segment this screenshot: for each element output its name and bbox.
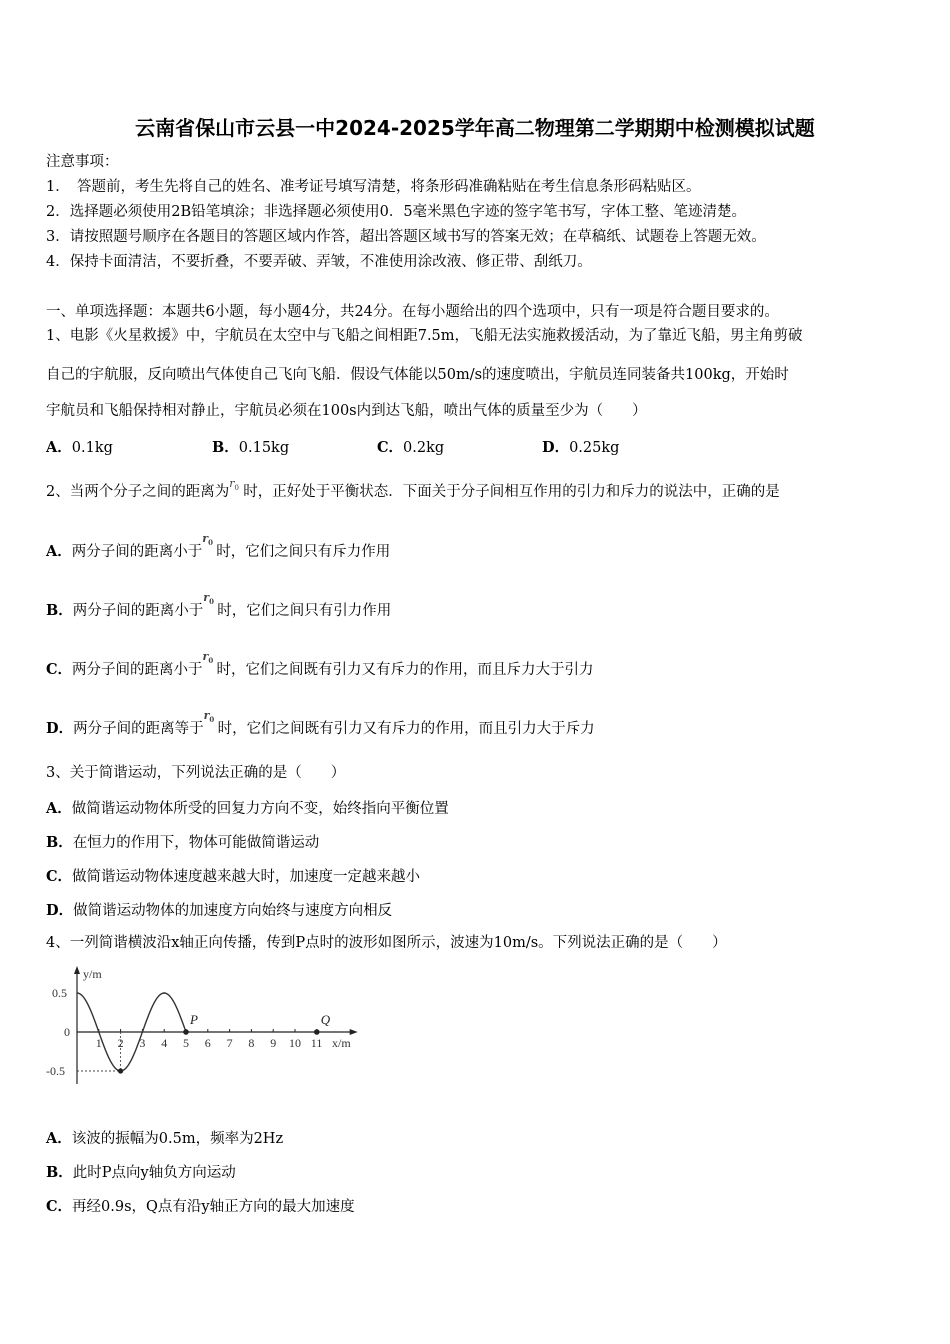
q2-option-c[interactable]: C．两分子间的距离小于$r_0$时，它们之间既有引力又有斥力的作用，而且斥力大于引力	[46, 650, 594, 678]
notice-item-2: 2．选择题必须使用2B铅笔填涂；非选择题必须使用0．5毫米黑色字迹的签字笔书写，字体工整、笔迹清楚。	[46, 204, 747, 220]
section-heading: 一、单项选择题：本题共6小题，每小题4分，共24分。在每小题给出的四个选项中，只有一项是符合题目要求的。	[46, 304, 779, 320]
q3-stem: 3、关于简谐运动，下列说法正确的是（ ）	[46, 765, 346, 781]
notice-heading: 注意事项：	[46, 154, 119, 170]
point-p	[183, 1029, 189, 1035]
x-tick-label: 3	[139, 1036, 146, 1050]
y-tick-label: 0.5	[52, 986, 67, 1000]
q2-option-a[interactable]: A．两分子间的距离小于$r_0$时，它们之间只有斥力作用	[46, 532, 391, 560]
r0-symbol: $r_0$	[203, 709, 215, 725]
x-tick-label: 6	[204, 1036, 211, 1050]
q3-option-a[interactable]: A．做简谐运动物体所受的回复力方向不变，始终指向平衡位置	[46, 800, 449, 817]
wave-chart	[40, 962, 380, 1087]
y-axis-label: y/m	[83, 967, 102, 981]
x-tick-label: 5	[183, 1036, 189, 1050]
y-tick-label: 0	[64, 1025, 70, 1039]
x-tick-label: 8	[248, 1036, 255, 1050]
x-tick-label: 9	[270, 1036, 277, 1050]
notice-item-3: 3．请按照题号顺序在各题目的答题区域内作答，超出答题区域书写的答案无效；在草稿纸、试题卷上答题无效。	[46, 229, 766, 245]
x-tick-label: 4	[161, 1036, 168, 1050]
notice-item-4: 4．保持卡面清洁，不要折叠，不要弄破、弄皱，不准使用涂改液、修正带、刮纸刀。	[46, 254, 592, 270]
q4-option-a[interactable]: A．该波的振幅为0.5m，频率为2Hz	[46, 1130, 284, 1147]
trough-point	[118, 1068, 123, 1073]
y-axis-arrow	[74, 966, 80, 974]
x-tick-label: 10	[289, 1036, 301, 1050]
q2-option-d[interactable]: D．两分子间的距离等于$r_0$时，它们之间既有引力又有斥力的作用，而且引力大于斥力	[46, 709, 595, 737]
page-title: 云南省保山市云县一中2024-2025学年高二物理第二学期期中检测模拟试题	[135, 116, 815, 140]
q4-option-c[interactable]: C．再经0.9s，Q点有沿y轴正方向的最大加速度	[46, 1198, 355, 1215]
x-axis-label: x/m	[332, 1036, 351, 1050]
r0-symbol: $r_0$	[203, 591, 214, 607]
q1-option-b[interactable]: B．0.15kg	[212, 439, 290, 456]
x-tick-label: 11	[310, 1036, 323, 1050]
notice-item-1: 1． 答题前，考生先将自己的姓名、准考证号填写清楚，将条形码准确粘贴在考生信息条形码粘贴区。	[46, 179, 701, 195]
r0-symbol: $r_0$	[202, 532, 213, 548]
x-tick-label: 1	[95, 1036, 102, 1050]
q1-stem-line-1: 1、电影《火星救援》中，宇航员在太空中与飞船之间相距7.5m，飞船无法实施救援活动，为了靠近飞船，男主角剪破	[46, 328, 803, 344]
q1-option-a[interactable]: A．0.1kg	[46, 439, 113, 456]
x-axis-arrow	[350, 1029, 358, 1035]
r0-symbol: $r_0$	[229, 477, 239, 493]
y-tick-label: -0.5	[46, 1064, 65, 1078]
point-q	[314, 1029, 320, 1035]
q1-option-d[interactable]: D．0.25kg	[542, 439, 620, 456]
point-label-q: Q	[320, 1012, 331, 1027]
point-label-p: P	[190, 1012, 198, 1027]
x-tick-label: 7	[226, 1036, 233, 1050]
x-tick-label: 2	[117, 1036, 124, 1050]
r0-symbol: $r_0$	[202, 650, 214, 666]
q3-option-d[interactable]: D．做简谐运动物体的加速度方向始终与速度方向相反	[46, 902, 393, 919]
q1-stem-line-3: 宇航员和飞船保持相对静止，宇航员必须在100s内到达飞船，喷出气体的质量至少为（ ）	[46, 403, 647, 419]
q4-option-b[interactable]: B．此时P点向y轴负方向运动	[46, 1164, 236, 1181]
q4-stem: 4、一列简谐横波沿x轴正向传播，传到P点时的波形如图所示，波速为10m/s。下列说法正确的是（ ）	[46, 935, 727, 951]
q3-option-b[interactable]: B．在恒力的作用下，物体可能做简谐运动	[46, 834, 320, 851]
q3-option-c[interactable]: C．做简谐运动物体速度越来越大时，加速度一定越来越小	[46, 868, 421, 885]
q2-option-b[interactable]: B．两分子间的距离小于$r_0$时，它们之间只有引力作用	[46, 591, 392, 619]
q1-stem-line-2: 自己的宇航服，反向喷出气体使自己飞向飞船．假设气体能以50m/s的速度喷出，宇航员连同装备共100kg，开始时	[46, 367, 789, 383]
chart-axes	[74, 966, 358, 1084]
q2-stem: 2、当两个分子之间的距离为$r_0$ 时，正好处于平衡状态．下面关于分子间相互作用的引力和斥力的说法中，正确的是	[46, 482, 780, 502]
q1-option-c[interactable]: C．0.2kg	[377, 439, 445, 456]
